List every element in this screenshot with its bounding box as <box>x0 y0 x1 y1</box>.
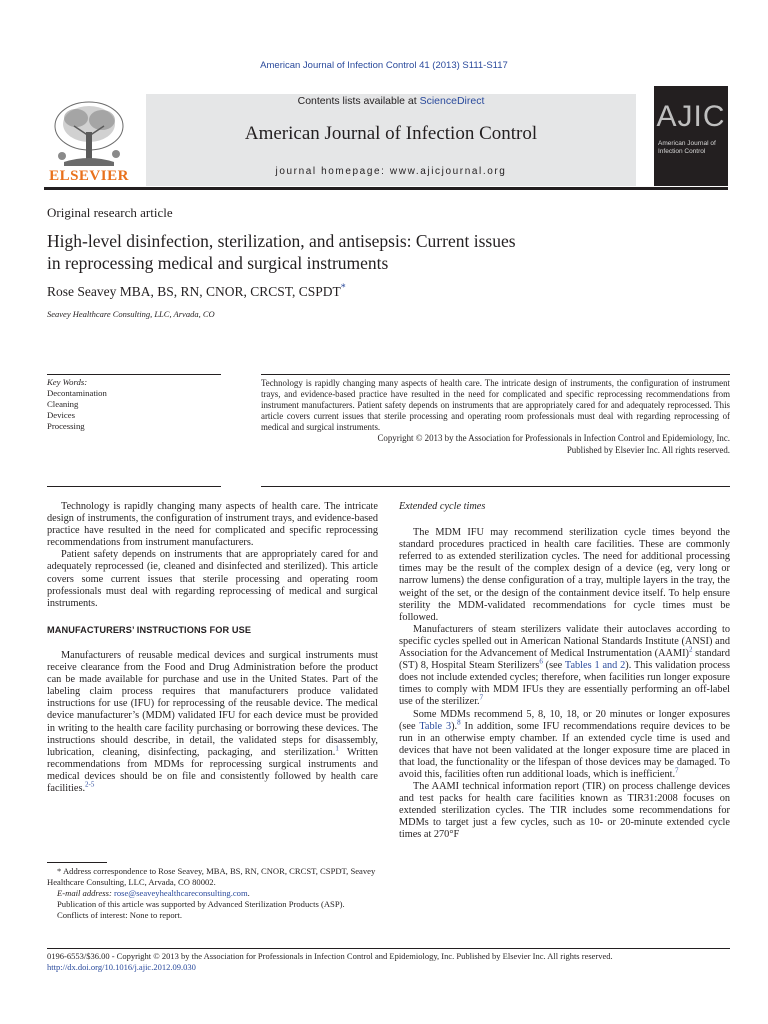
keyword-item: Cleaning <box>47 399 79 409</box>
body-column-right <box>399 501 730 842</box>
footnote-conflicts: Conflicts of interest: None to report. <box>57 910 183 920</box>
reference-link[interactable]: 6 <box>539 657 543 666</box>
article-title-line-1: High-level disinfection, sterilization, and antisepsis: Current issues <box>47 231 516 251</box>
author-name: Rose Seavey MBA, BS, RN, CNOR, CRCST, CSPDT <box>47 284 341 299</box>
keywords-bottom-rule <box>47 486 221 487</box>
keyword-item: Decontamination <box>47 388 107 398</box>
journal-citation[interactable]: American Journal of Infection Control 41 (2013) S111-S117 <box>260 60 508 71</box>
contents-line <box>146 95 636 107</box>
author-line <box>47 284 346 300</box>
article-type: Original research article <box>47 205 173 220</box>
reference-link[interactable]: 1 <box>335 744 339 753</box>
reference-link[interactable]: 7 <box>479 693 484 702</box>
reference-link[interactable]: 2 <box>688 645 693 654</box>
contents-prefix: Contents lists available at <box>297 95 420 107</box>
tables-link[interactable]: Tables 1 and 2 <box>564 660 626 672</box>
homepage-line <box>146 166 636 177</box>
header-divider <box>44 187 728 190</box>
body-paragraph: Some MDMs recommend 5, 8, 10, 18, or 20 minutes or longer exposures (see Table 3).$^8$ In addition, some IFU recommendations require devices to be run in an otherwise empty chamber. If an extended cycle time is used and devices that have not been validated at the longer exposure time are placed in that load, the functionality or the lifespan of those devices may be damaged. To avoid this, facilities often run additional loads, which is inefficient.$^7$ <box>399 708 730 780</box>
abstract-top-rule <box>261 374 730 375</box>
bottom-rule <box>47 948 730 949</box>
footnotes-block <box>47 866 378 921</box>
reference-link[interactable]: 2-5 <box>85 780 95 789</box>
abstract-block <box>261 378 730 456</box>
keywords-heading: Key Words: <box>47 377 88 387</box>
keywords-block <box>47 377 107 432</box>
article-title <box>47 230 707 274</box>
table-link[interactable]: Table 3 <box>419 720 452 732</box>
footnote-email: E-mail address: rose@seaveyhealthcareconsulting.com. <box>57 888 250 898</box>
ajic-logo: AJIC <box>656 100 726 133</box>
body-column-left <box>47 501 378 795</box>
footnote-support: Publication of this article was supported by Advanced Sterilization Products (ASP). <box>57 899 345 909</box>
abstract-copyright-2: Published by Elsevier Inc. All rights reserved. <box>566 444 730 455</box>
journal-title: American Journal of Infection Control <box>244 123 538 144</box>
homepage-prefix: journal homepage: <box>275 166 390 177</box>
keyword-item: Devices <box>47 410 75 420</box>
homepage-link[interactable]: www.ajicjournal.org <box>389 166 507 177</box>
reference-link[interactable]: 8 <box>457 718 461 727</box>
abstract-text: Technology is rapidly changing many aspects of health care. The intricate design of instruments, the configuration of instrument trays, and evidence-based practice have resulted in the need for complicated and specific reprocessing recommendations from instrument manufacturers. Patient safety depends on instruments that are appropriately cared for and adequately reprocessed. This article covers current issues that sterile processing and operating room professionals must deal with regarding reprocessing of medical and surgical instruments. <box>261 378 730 433</box>
body-paragraph: Manufacturers of reusable medical devices and surgical instruments must receive clearance from the Food and Drug Administration before the product can be made available for purchase and use in the United States. Part of the labeling claim process requires that manufacturers produce validated instructions for use (IFU) for reprocessing of the reusable device. The medical device manufacturer’s (MDM) validated IFU for each device must be provided in writing to the health care facility purchasing or borrowing these devices. The instructions should describe, in detail, the validated steps for disassembly, lubrication, cleaning, disinfecting, packaging, and sterilization.$^1$ Written recommendations from MDMs for reprocessing surgical instruments and medical devices should be on file and consistently followed by health care facilities.$^{2-5}$ <box>47 649 378 794</box>
body-paragraph: The MDM IFU may recommend sterilization cycle times beyond the standard procedures practiced in health care facilities. These are commonly referred to as extended sterilization cycles. The need for additional processing times may be the result of the complex design of a device (eg, very long or narrow lumens) the dense configuration of a tray, multiple layers in the tray, the weight of the set, or the design of the containment device itself. To help ensure sterility the MDM-validated recommendations for cycle times must be followed. <box>399 527 730 623</box>
ajic-logo-subtitle: American Journal of Infection Control <box>658 140 716 155</box>
email-link[interactable]: rose@seaveyhealthcareconsulting.com <box>113 888 248 898</box>
author-affiliation: Seavey Healthcare Consulting, LLC, Arvada, CO <box>47 309 215 319</box>
sciencedirect-link[interactable]: ScienceDirect <box>419 95 485 107</box>
body-paragraph: Manufacturers of steam sterilizers validate their autoclaves according to specific cycles spelled out in American National Standards Institute (ANSI) and Association for the Advancement of Medical Instrumentation (AAMI)$^2$ standard (ST) 8, Hospital Steam Sterilizers$^6$ (see Tables 1 and 2). This validation process does not include extended cycles; therefore, when facilities run longer exposure times to comply with MDM IFUs they are essentially performing an off-label use of the sterilizer.$^7$ <box>399 623 730 708</box>
reference-link[interactable]: 7 <box>675 766 679 775</box>
subsection-heading: Extended cycle times <box>399 501 486 512</box>
author-footnote-mark[interactable]: * <box>340 282 346 294</box>
keywords-top-rule <box>47 374 221 375</box>
abstract-copyright-1: Copyright © 2013 by the Association for Professionals in Infection Control and Epidemiology, Inc. <box>377 433 730 444</box>
body-paragraph: The AAMI technical information report (TIR) on process challenge devices and test packs for health care facilities known as TIR31:2008 focuses on extended sterilization cycles. The TIR includes some recommendations for MDMs to target just a few cycles, such as 10- or 20-minute extended cycle times at 270°F <box>399 781 730 841</box>
keyword-item: Processing <box>47 421 85 431</box>
body-paragraph: Technology is rapidly changing many aspects of health care. The intricate design of instruments, the configuration of instrument trays, and evidence-based practice have resulted in the need for complicated and specific reprocessing recommendations from instrument manufacturers. <box>47 501 378 549</box>
abstract-bottom-rule <box>261 486 730 487</box>
footnote-correspondence: * Address correspondence to Rose Seavey, MBA, BS, RN, CNOR, CRCST, CSPDT, Seavey Healthcare Consulting, LLC, Arvada, CO 80002. <box>47 866 376 887</box>
doi-link[interactable]: http://dx.doi.org/10.1016/j.ajic.2012.09.030 <box>47 962 196 972</box>
section-heading: MANUFACTURERS’ INSTRUCTIONS FOR USE <box>47 624 252 635</box>
article-title-line-2: in reprocessing medical and surgical instruments <box>47 253 389 273</box>
elsevier-logo-text: ELSEVIER <box>49 168 129 184</box>
body-paragraph: Patient safety depends on instruments that are appropriately cared for and adequately reprocessed (ie, cleaned and disinfected and sterilized). This article covers some current issues that sterile processing and operating room professionals must deal with regarding reprocessing of medical and surgical instruments. <box>47 549 378 609</box>
issn-copyright: 0196-6553/$36.00 - Copyright © 2013 by the Association for Professionals in Infection Control and Epidemiology, Inc. Published by Elsevier Inc. All rights reserved. <box>47 951 613 961</box>
footnote-rule <box>47 862 107 863</box>
issn-block <box>47 951 730 973</box>
